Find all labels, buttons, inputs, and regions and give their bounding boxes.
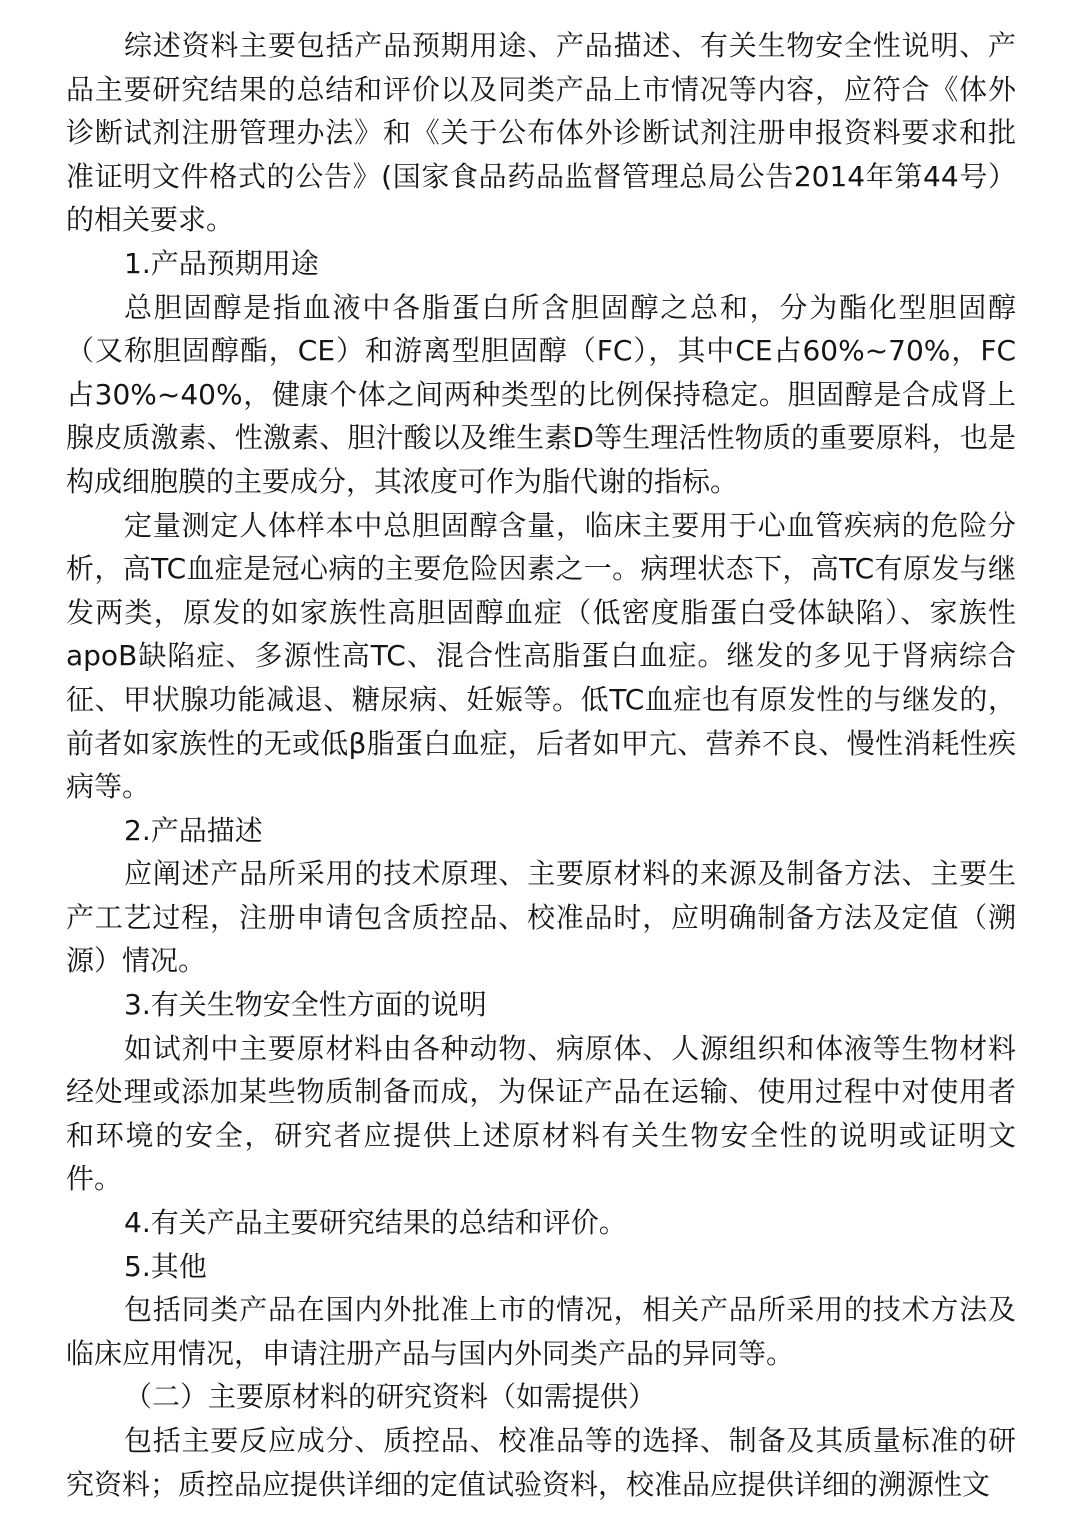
heading-biosafety: 3.有关生物安全性方面的说明	[124, 988, 487, 1022]
heading-other: 5.其他	[124, 1249, 207, 1283]
heading-product-description: 2.产品描述	[124, 813, 263, 847]
paragraph-summary-intro: 综述资料主要包括产品预期用途、产品描述、有关生物安全性说明、产品主要研究结果的总结和评价以及同类产品上市情况等内容，应符合《体外诊断试剂注册管理办法》和《关于公布体外诊断试剂注册申报资料要求和批准证明文件格式的公告》(国家食品药品监督管理总局公告2014年第44号）的相关要求。	[66, 29, 1016, 237]
paragraph-product-description: 应阐述产品所采用的技术原理、主要原材料的来源及制备方法、主要生产工艺过程，注册申请包含质控品、校准品时，应明确制备方法及定值（溯源）情况。	[66, 857, 1016, 978]
heading-research-summary: 4.有关产品主要研究结果的总结和评价。	[124, 1206, 627, 1240]
paragraph-cholesterol-definition: 总胆固醇是指血液中各脂蛋白所含胆固醇之总和，分为酯化型胆固醇（又称胆固醇酯，CE）和游离型胆固醇（FC），其中CE占60%~70%，FC占30%~40%，健康个体之间两种类型的比例保持稳定。胆固醇是合成肾上腺皮质激素、性激素、胆汁酸以及维生素D等生理活性物质的重要原料，也是构成细胞膜的主要成分，其浓度可作为脂代谢的指标。	[66, 290, 1016, 498]
heading-intended-use: 1.产品预期用途	[124, 246, 319, 280]
paragraph-biosafety: 如试剂中主要原材料由各种动物、病原体、人源组织和体液等生物材料经处理或添加某些物质制备而成，为保证产品在运输、使用过程中对使用者和环境的安全，研究者应提供上述原材料有关生物安全性的说明或证明文件。	[66, 1031, 1016, 1196]
heading-raw-materials: （二）主要原材料的研究资料（如需提供）	[124, 1380, 657, 1414]
paragraph-other: 包括同类产品在国内外批准上市的情况，相关产品所采用的技术方法及临床应用情况，申请注册产品与国内外同类产品的异同等。	[66, 1293, 1016, 1370]
paragraph-raw-materials: 包括主要反应成分、质控品、校准品等的选择、制备及其质量标准的研究资料；质控品应提供详细的定值试验资料，校准品应提供详细的溯源性文	[66, 1424, 1016, 1501]
paragraph-clinical-use: 定量测定人体样本中总胆固醇含量，临床主要用于心血管疾病的危险分析，高TC血症是冠心病的主要危险因素之一。病理状态下，高TC有原发与继发两类，原发的如家族性高胆固醇血症（低密度脂蛋白受体缺陷）、家族性apoB缺陷症、多源性高TC、混合性高脂蛋白血症。继发的多见于肾病综合征、甲状腺功能减退、糖尿病、妊娠等。低TC血症也有原发性的与继发的，前者如家族性的无或低β脂蛋白血症，后者如甲亢、营养不良、慢性消耗性疾病等。	[66, 508, 1016, 804]
